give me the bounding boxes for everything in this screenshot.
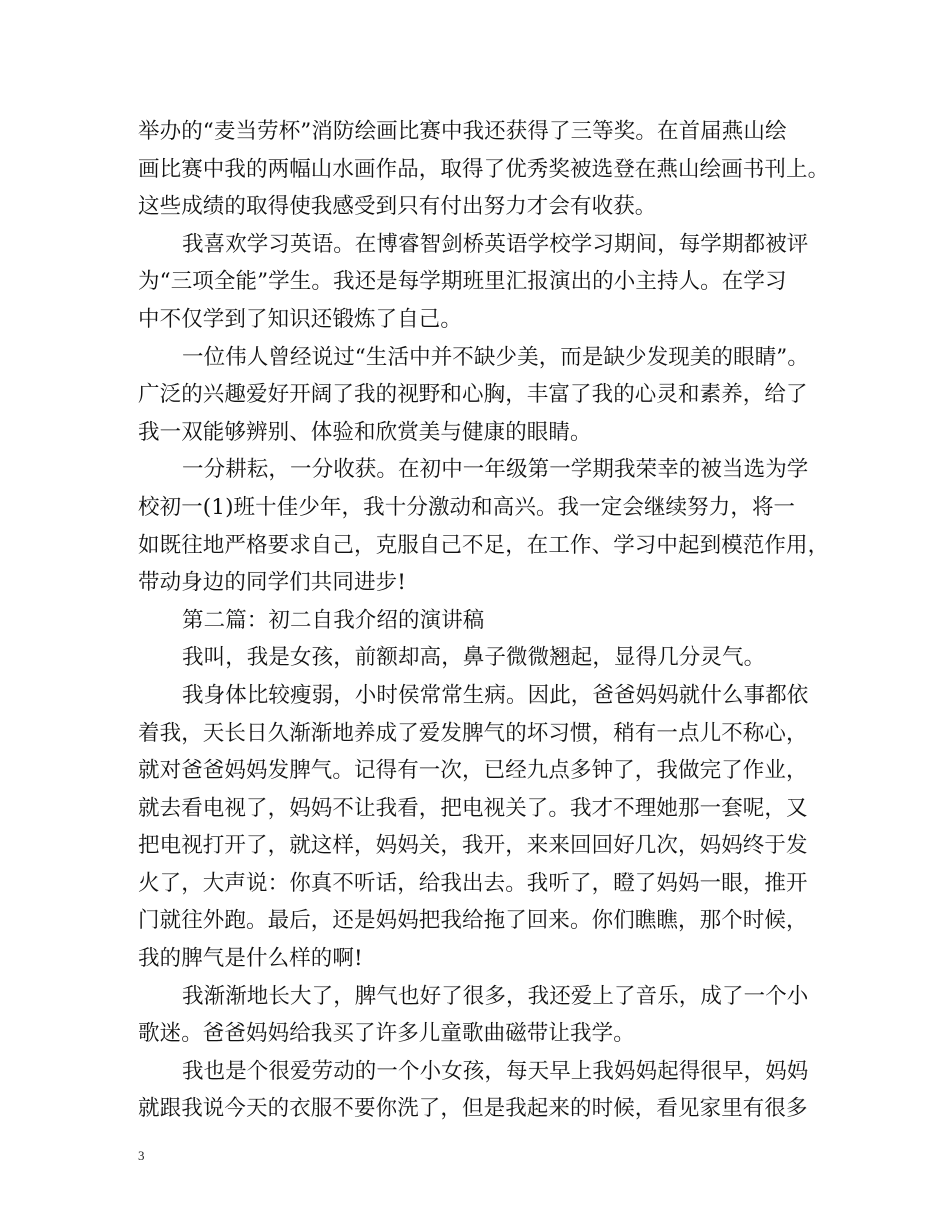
text-line: 着我，天长日久渐渐地养成了爱发脾气的坏习惯，稍有一点儿不称心，: [138, 720, 808, 746]
text-line: 把电视打开了，就这样，妈妈关，我开，来来回回好几次，妈妈终于发: [138, 833, 808, 859]
text-line: 第二篇：初二自我介绍的演讲稿: [182, 607, 485, 633]
text-line: 歌迷。爸爸妈妈给我买了许多儿童歌曲磁带让我学。: [138, 1021, 635, 1047]
text-line: 广泛的兴趣爱好开阔了我的视野和心胸，丰富了我的心灵和素养，给了: [138, 382, 808, 408]
text-line: 就去看电视了，妈妈不让我看，把电视关了。我才不理她那一套呢，又: [138, 795, 808, 821]
text-line: 一分耕耘，一分收获。在初中一年级第一学期我荣幸的被当选为学: [182, 457, 809, 483]
text-line: 举办的“麦当劳杯”消防绘画比赛中我还获得了三等奖。在首届燕山绘: [138, 119, 787, 144]
text-line: 门就往外跑。最后，还是妈妈把我给拖了回来。你们瞧瞧，那个时候，: [138, 908, 808, 934]
text-line: 就跟我说今天的衣服不要你洗了，但是我起来的时候，看见家里有很多: [138, 1096, 808, 1122]
text-line: 一位伟人曾经说过“生活中并不缺少美，而是缺少发现美的眼睛”。: [182, 344, 809, 370]
document-body: [138, 113, 828, 1128]
text-line: 火了，大声说：你真不听话，给我出去。我听了，瞪了妈妈一眼，推开: [138, 870, 808, 896]
text-line: 我渐渐地长大了，脾气也好了很多，我还爱上了音乐，成了一个小: [182, 983, 809, 1009]
text-line: 我身体比较瘦弱，小时侯常常生病。因此，爸爸妈妈就什么事都依: [182, 682, 809, 708]
text-line: 中不仅学到了知识还锻炼了自己。: [138, 306, 463, 332]
text-line: 我喜欢学习英语。在博睿智剑桥英语学校学习期间，每学期都被评: [182, 231, 809, 257]
page-number: 3: [138, 1148, 145, 1163]
text-line: 我的脾气是什么样的啊!: [138, 946, 363, 972]
text-line: 带动身边的同学们共同进步!: [138, 570, 406, 596]
text-line: 为“三项全能”学生。我还是每学期班里汇报演出的小主持人。在学习: [138, 269, 787, 295]
text-line: 我叫，我是女孩，前额却高，鼻子微微翘起，显得几分灵气。: [182, 645, 766, 671]
text-line: 画比赛中我的两幅山水画作品，取得了优秀奖被选登在燕山绘画书刊上。: [138, 156, 830, 182]
text-line: 这些成绩的取得使我感受到只有付出努力才会有收获。: [138, 194, 657, 220]
text-line: 我也是个很爱劳动的一个小女孩，每天早上我妈妈起得很早，妈妈: [182, 1058, 809, 1084]
text-line: 校初一(1)班十佳少年，我十分激动和高兴。我一定会继续努力，将一: [138, 494, 796, 520]
text-line: 我一双能够辨别、体验和欣赏美与健康的眼睛。: [138, 419, 592, 445]
text-line: 就对爸爸妈妈发脾气。记得有一次，已经九点多钟了，我做完了作业，: [138, 758, 808, 784]
text-line: 如既往地严格要求自己，克服自己不足，在工作、学习中起到模范作用，: [138, 532, 830, 558]
